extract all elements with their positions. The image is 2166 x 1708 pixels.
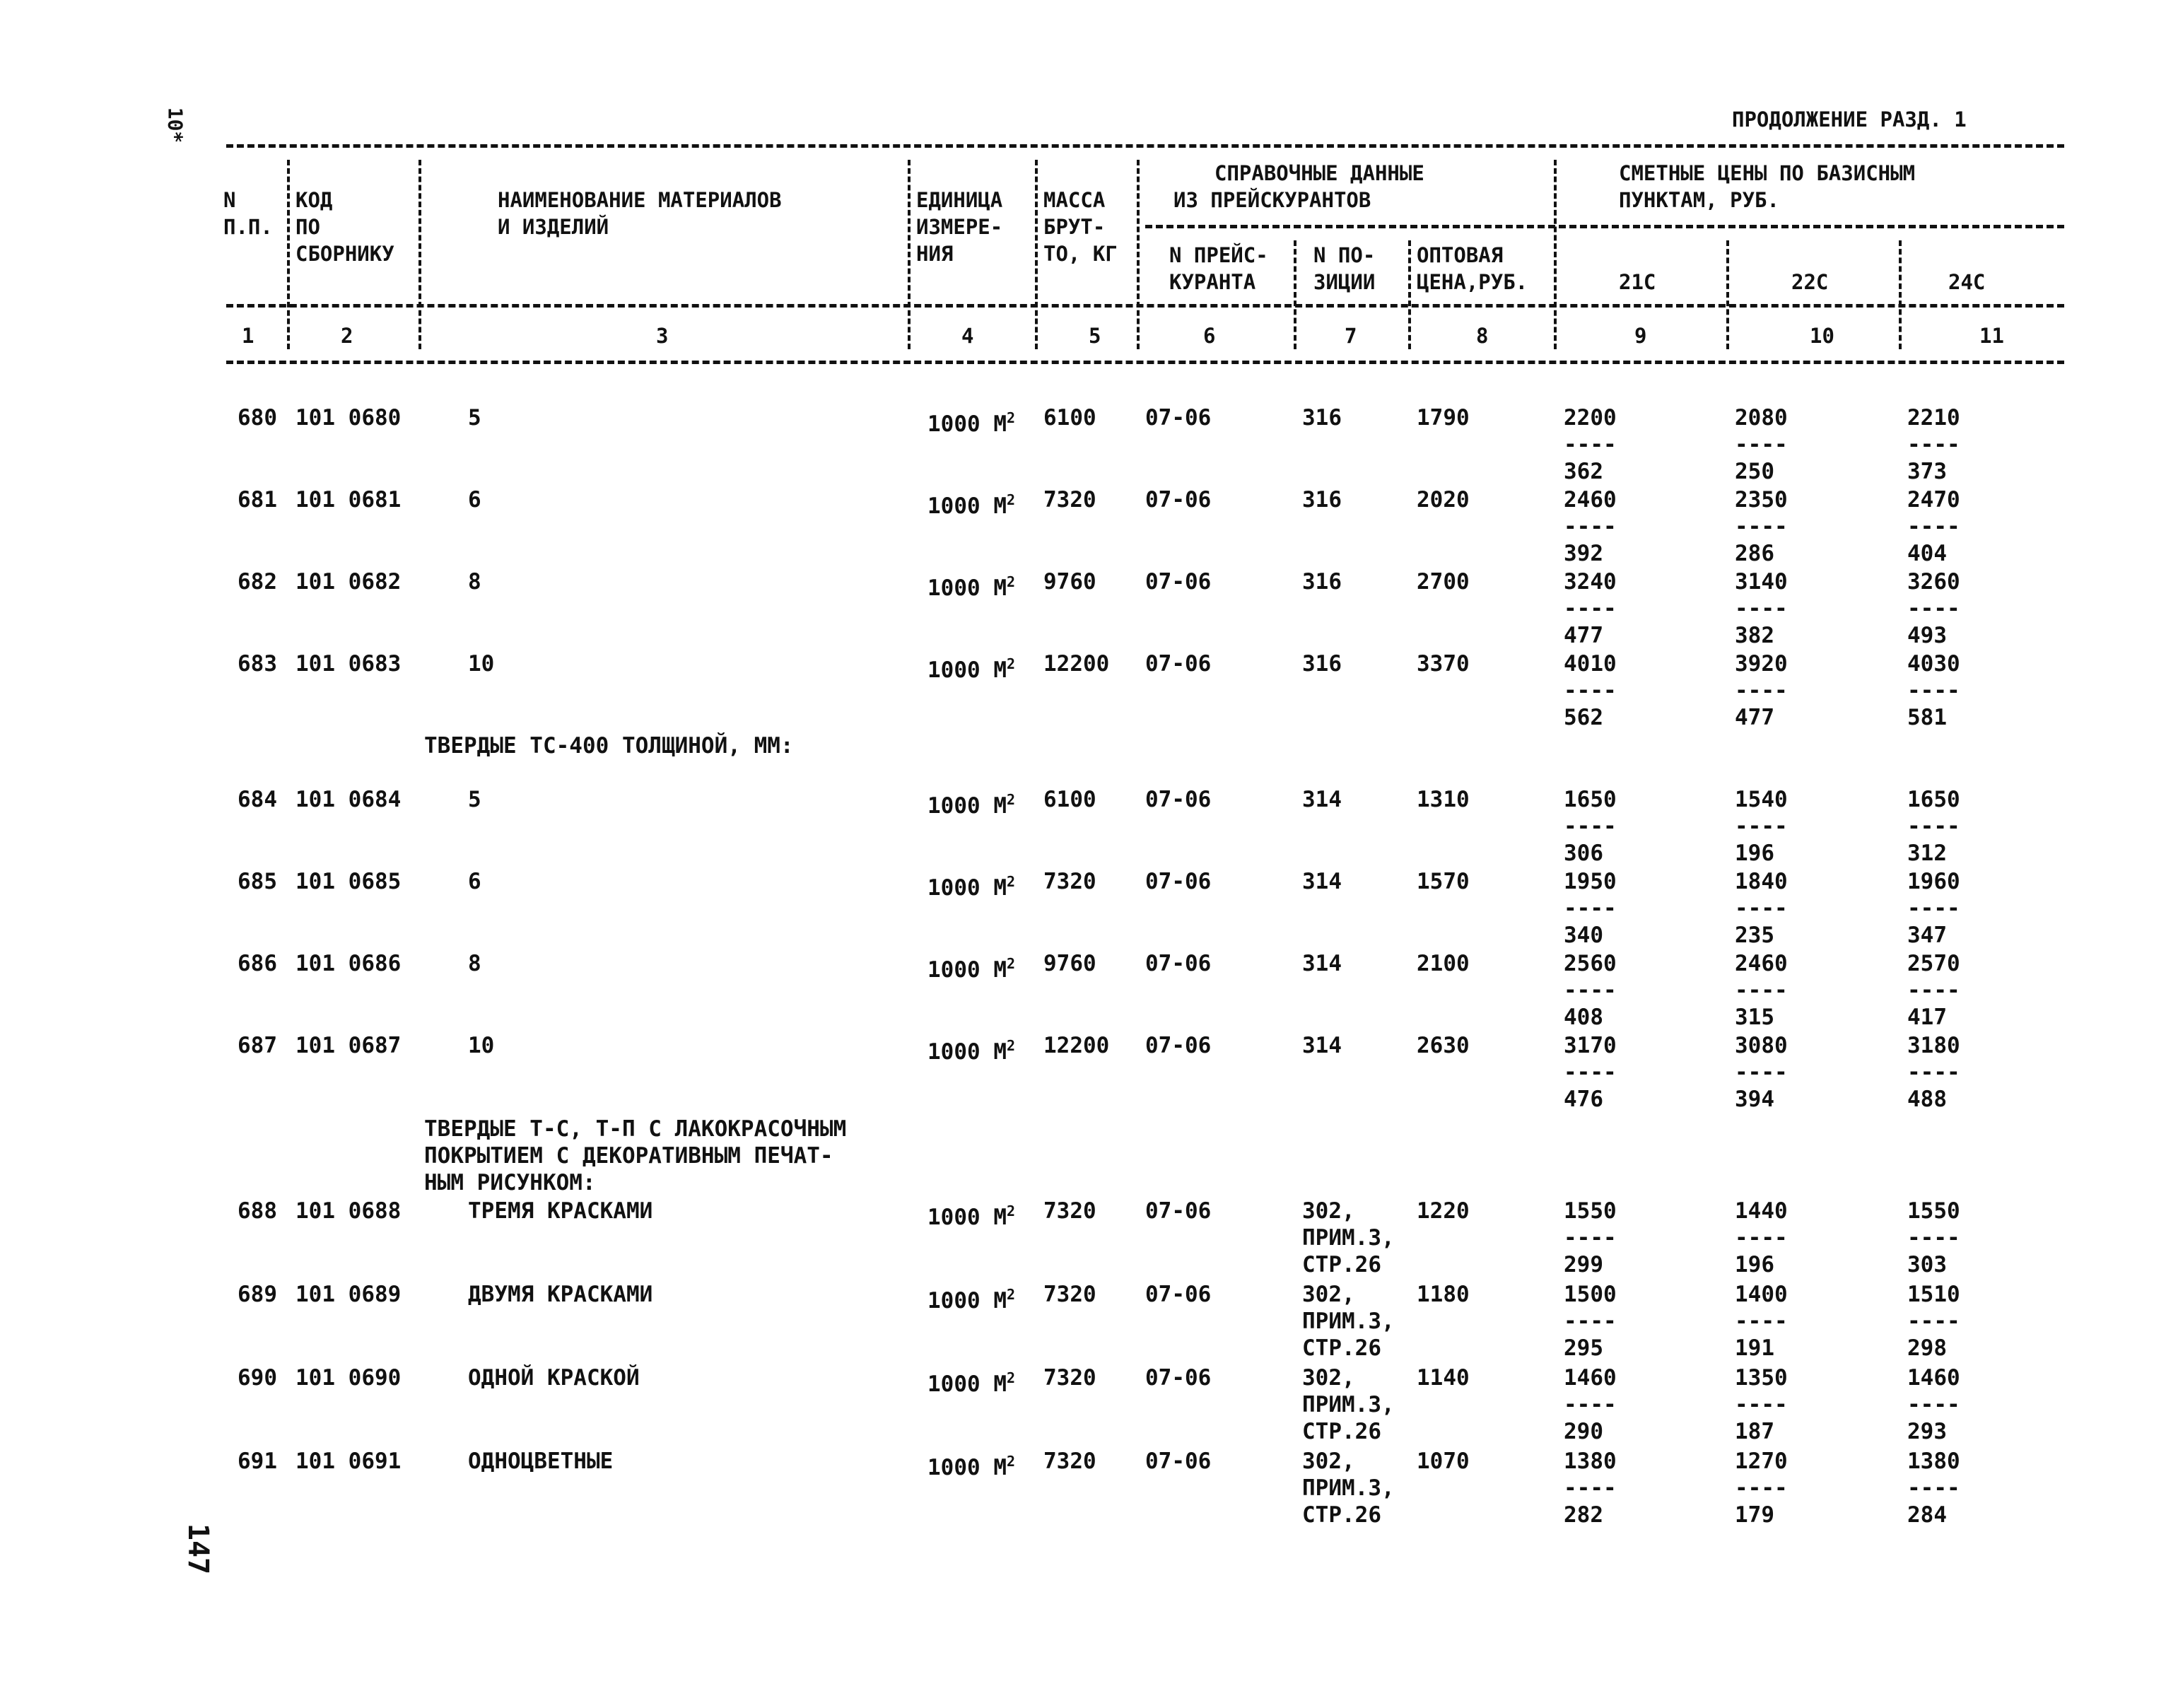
row-price-c24-bottom: 303: [1907, 1252, 1947, 1277]
row-mass: 12200: [1043, 1033, 1110, 1058]
row-wholesale-price: 2020: [1417, 487, 1470, 513]
row-name: ДВУМЯ КРАСКАМИ: [468, 1282, 653, 1307]
vsep-7: [1408, 240, 1411, 349]
row-price-c24-bottom: 298: [1907, 1335, 1947, 1361]
hdr-col4-line3: НИЯ: [916, 242, 954, 266]
row-price-c21-bottom: 282: [1564, 1502, 1603, 1528]
row-price-c22-top: 1840: [1735, 869, 1788, 894]
row-price-c21-top: 1460: [1564, 1365, 1617, 1391]
row-number: 686: [238, 951, 277, 976]
row-name: ОДНОЦВЕТНЫЕ: [468, 1449, 614, 1474]
row-price-c22-top: 1350: [1735, 1365, 1788, 1391]
unit-base: 1000 М: [927, 1371, 1007, 1397]
row-wholesale-price: 2700: [1417, 569, 1470, 595]
row-mass: 7320: [1043, 1365, 1096, 1391]
rule-top: [226, 144, 2064, 148]
row-price-c21-dash: ----: [1564, 1060, 1617, 1085]
row-price-c21-top: 1380: [1564, 1449, 1617, 1474]
row-price-c22-dash: ----: [1735, 1475, 1788, 1501]
row-wholesale-price: 1310: [1417, 787, 1470, 812]
row-price-c24-dash: ----: [1907, 1309, 1960, 1334]
hdr-group-ref-line1: СПРАВОЧНЫЕ ДАННЫЕ: [1214, 161, 1424, 185]
row-price-c21-dash: ----: [1564, 814, 1617, 839]
section-heading-ts400: ТВЕРДЫЕ ТС-400 ТОЛЩИНОЙ, ММ:: [424, 733, 794, 759]
row-price-c22-dash: ----: [1735, 1060, 1788, 1085]
row-pricelist-number: 07-06: [1145, 1282, 1212, 1307]
row-price-c22-top: 3920: [1735, 651, 1788, 677]
row-price-c21-top: 2460: [1564, 487, 1617, 513]
row-price-c24-top: 1460: [1907, 1365, 1960, 1391]
row-number: 684: [238, 787, 277, 812]
row-number: 681: [238, 487, 277, 513]
row-wholesale-price: 1070: [1417, 1449, 1470, 1474]
hdr-col8-line2: ЦЕНА,РУБ.: [1417, 270, 1528, 294]
row-price-c24-dash: ----: [1907, 596, 1960, 621]
section-heading-lacquer-line2: ПОКРЫТИЕМ С ДЕКОРАТИВНЫМ ПЕЧАТ-: [424, 1143, 833, 1169]
row-unit: [927, 786, 1015, 819]
row-wholesale-price: 1140: [1417, 1365, 1470, 1391]
row-unit: [927, 950, 1015, 983]
row-pricelist-number: 07-06: [1145, 787, 1212, 812]
row-unit: [927, 568, 1015, 602]
vsep-3: [908, 160, 911, 349]
row-price-c24-dash: ----: [1907, 1392, 1960, 1417]
row-price-c21-dash: ----: [1564, 1309, 1617, 1334]
row-price-c24-top: 1960: [1907, 869, 1960, 894]
row-price-c24-dash: ----: [1907, 678, 1960, 703]
unit-exponent: 2: [1006, 1453, 1016, 1470]
row-price-c21-top: 1950: [1564, 869, 1617, 894]
row-price-c21-bottom: 477: [1564, 623, 1603, 648]
hdr-col6-line2: КУРАНТА: [1169, 270, 1256, 294]
row-pricelist-number: 07-06: [1145, 1033, 1212, 1058]
hdr-col1-line2: П.П.: [223, 215, 273, 239]
rule-header-bottom: [226, 304, 2064, 308]
row-name: 8: [468, 951, 481, 976]
unit-base: 1000 М: [927, 657, 1007, 683]
hdr-col4-line1: ЕДИНИЦА: [916, 188, 1003, 212]
row-price-c24-dash: ----: [1907, 814, 1960, 839]
row-price-c24-top: 1650: [1907, 787, 1960, 812]
row-price-c24-dash: ----: [1907, 514, 1960, 539]
row-unit: [927, 486, 1015, 520]
row-price-c21-bottom: 340: [1564, 923, 1603, 948]
hdr-col10: 22С: [1791, 270, 1829, 294]
row-code: 101 0687: [295, 1033, 402, 1058]
row-number: 688: [238, 1198, 277, 1224]
row-price-c22-top: 3140: [1735, 569, 1788, 595]
rule-header-mid: [1145, 225, 2064, 228]
row-price-c21-bottom: 299: [1564, 1252, 1603, 1277]
row-price-c21-top: 1650: [1564, 787, 1617, 812]
row-price-c22-dash: ----: [1735, 1309, 1788, 1334]
row-price-c21-top: 3170: [1564, 1033, 1617, 1058]
unit-base: 1000 М: [927, 411, 1007, 437]
row-price-c24-top: 3260: [1907, 569, 1960, 595]
row-position: 316: [1302, 651, 1342, 677]
row-price-c22-bottom: 250: [1735, 459, 1774, 484]
unit-exponent: 2: [1006, 573, 1016, 590]
unit-base: 1000 М: [927, 1039, 1007, 1065]
row-price-c22-dash: ----: [1735, 978, 1788, 1003]
row-price-c21-bottom: 290: [1564, 1419, 1603, 1444]
row-price-c21-dash: ----: [1564, 1475, 1617, 1501]
row-price-c21-top: 1500: [1564, 1282, 1617, 1307]
row-price-c21-bottom: 392: [1564, 541, 1603, 566]
row-position: СТР.26: [1302, 1419, 1381, 1444]
row-code: 101 0686: [295, 951, 402, 976]
row-price-c21-top: 1550: [1564, 1198, 1617, 1224]
row-position: СТР.26: [1302, 1252, 1381, 1277]
row-wholesale-price: 1790: [1417, 405, 1470, 431]
col-number-3: 3: [656, 324, 669, 348]
row-number: 689: [238, 1282, 277, 1307]
row-price-c22-top: 1540: [1735, 787, 1788, 812]
row-number: 683: [238, 651, 277, 677]
row-wholesale-price: 1180: [1417, 1282, 1470, 1307]
row-price-c22-dash: ----: [1735, 1225, 1788, 1251]
row-price-c22-bottom: 196: [1735, 1252, 1774, 1277]
hdr-col2-line2: ПО: [295, 215, 320, 239]
row-price-c24-bottom: 581: [1907, 705, 1947, 730]
row-number: 680: [238, 405, 277, 431]
hdr-col6-line1: N ПРЕЙС-: [1169, 243, 1268, 267]
unit-base: 1000 М: [927, 875, 1007, 901]
hdr-col7-line1: N ПО-: [1313, 243, 1376, 267]
row-price-c24-dash: ----: [1907, 1225, 1960, 1251]
row-mass: 12200: [1043, 651, 1110, 677]
row-pricelist-number: 07-06: [1145, 651, 1212, 677]
row-position: 302,: [1302, 1449, 1355, 1474]
unit-exponent: 2: [1006, 1286, 1016, 1303]
hdr-col3-line2: И ИЗДЕЛИЙ: [498, 215, 609, 239]
hdr-col9: 21С: [1619, 270, 1656, 294]
row-wholesale-price: 2100: [1417, 951, 1470, 976]
unit-base: 1000 М: [927, 493, 1007, 519]
row-price-c24-dash: ----: [1907, 432, 1960, 457]
col-number-7: 7: [1345, 324, 1357, 348]
row-position: ПРИМ.3,: [1302, 1225, 1395, 1251]
row-price-c24-bottom: 404: [1907, 541, 1947, 566]
col-number-5: 5: [1089, 324, 1101, 348]
row-pricelist-number: 07-06: [1145, 569, 1212, 595]
hdr-group-ref-line2: ИЗ ПРЕЙСКУРАНТОВ: [1173, 188, 1371, 212]
row-code: 101 0691: [295, 1449, 402, 1474]
hdr-col5-line3: ТО, КГ: [1043, 242, 1118, 266]
row-wholesale-price: 1570: [1417, 869, 1470, 894]
row-price-c22-bottom: 394: [1735, 1087, 1774, 1112]
unit-base: 1000 М: [927, 1455, 1007, 1480]
row-mass: 7320: [1043, 869, 1096, 894]
row-price-c21-dash: ----: [1564, 1392, 1617, 1417]
row-price-c22-bottom: 179: [1735, 1502, 1774, 1528]
row-position: 314: [1302, 869, 1342, 894]
vsep-5: [1137, 160, 1140, 349]
row-mass: 7320: [1043, 487, 1096, 513]
row-code: 101 0680: [295, 405, 402, 431]
row-price-c22-bottom: 477: [1735, 705, 1774, 730]
unit-exponent: 2: [1006, 1037, 1016, 1054]
row-position: 314: [1302, 787, 1342, 812]
col-number-10: 10: [1810, 324, 1834, 348]
row-position: 316: [1302, 487, 1342, 513]
row-price-c24-top: 3180: [1907, 1033, 1960, 1058]
row-position: 314: [1302, 1033, 1342, 1058]
vsep-8: [1554, 160, 1557, 349]
row-price-c24-top: 2570: [1907, 951, 1960, 976]
hdr-col8-line1: ОПТОВАЯ: [1417, 243, 1504, 267]
vsep-4: [1035, 160, 1038, 349]
row-price-c21-dash: ----: [1564, 978, 1617, 1003]
row-position: 314: [1302, 951, 1342, 976]
row-position: ПРИМ.3,: [1302, 1392, 1395, 1417]
unit-base: 1000 М: [927, 575, 1007, 601]
row-position: СТР.26: [1302, 1502, 1381, 1528]
col-number-6: 6: [1203, 324, 1216, 348]
row-mass: 6100: [1043, 787, 1096, 812]
unit-exponent: 2: [1006, 873, 1016, 890]
row-position: 302,: [1302, 1198, 1355, 1224]
row-name: 6: [468, 869, 481, 894]
row-price-c24-bottom: 373: [1907, 459, 1947, 484]
row-pricelist-number: 07-06: [1145, 405, 1212, 431]
col-number-9: 9: [1634, 324, 1647, 348]
col-number-4: 4: [961, 324, 974, 348]
hdr-col4-line2: ИЗМЕРЕ-: [916, 215, 1003, 239]
row-number: 690: [238, 1365, 277, 1391]
row-price-c24-top: 1380: [1907, 1449, 1960, 1474]
unit-base: 1000 М: [927, 1205, 1007, 1230]
row-price-c24-top: 4030: [1907, 651, 1960, 677]
row-price-c22-bottom: 191: [1735, 1335, 1774, 1361]
row-price-c24-dash: ----: [1907, 1475, 1960, 1501]
row-price-c24-bottom: 284: [1907, 1502, 1947, 1528]
row-price-c21-top: 2200: [1564, 405, 1617, 431]
unit-exponent: 2: [1006, 1369, 1016, 1386]
row-mass: 7320: [1043, 1282, 1096, 1307]
row-mass: 9760: [1043, 951, 1096, 976]
row-price-c22-dash: ----: [1735, 596, 1788, 621]
section-heading-lacquer-line1: ТВЕРДЫЕ Т-С, Т-П С ЛАКОКРАСОЧНЫМ: [424, 1116, 847, 1142]
row-price-c24-bottom: 312: [1907, 841, 1947, 866]
row-price-c22-top: 1400: [1735, 1282, 1788, 1307]
vsep-10: [1899, 240, 1902, 349]
row-price-c22-top: 2460: [1735, 951, 1788, 976]
row-price-c21-dash: ----: [1564, 678, 1617, 703]
row-price-c22-dash: ----: [1735, 514, 1788, 539]
hdr-col2-line3: СБОРНИКУ: [295, 242, 394, 266]
unit-base: 1000 М: [927, 957, 1007, 983]
row-price-c24-dash: ----: [1907, 1060, 1960, 1085]
row-price-c22-bottom: 315: [1735, 1005, 1774, 1030]
vsep-1: [287, 160, 290, 349]
row-price-c21-top: 2560: [1564, 951, 1617, 976]
row-mass: 9760: [1043, 569, 1096, 595]
row-price-c22-top: 2080: [1735, 405, 1788, 431]
row-price-c21-bottom: 408: [1564, 1005, 1603, 1030]
hdr-col7-line2: ЗИЦИИ: [1313, 270, 1376, 294]
row-price-c21-bottom: 306: [1564, 841, 1603, 866]
row-name: 10: [468, 1033, 495, 1058]
row-code: 101 0689: [295, 1282, 402, 1307]
row-price-c22-top: 1440: [1735, 1198, 1788, 1224]
row-code: 101 0685: [295, 869, 402, 894]
row-price-c24-bottom: 417: [1907, 1005, 1947, 1030]
row-code: 101 0682: [295, 569, 402, 595]
unit-exponent: 2: [1006, 491, 1016, 508]
unit-base: 1000 М: [927, 1288, 1007, 1314]
row-price-c22-top: 2350: [1735, 487, 1788, 513]
margin-mark: 10*: [163, 107, 187, 144]
unit-exponent: 2: [1006, 791, 1016, 808]
row-price-c22-bottom: 382: [1735, 623, 1774, 648]
row-price-c24-bottom: 347: [1907, 923, 1947, 948]
row-unit: [927, 650, 1015, 684]
row-price-c21-dash: ----: [1564, 514, 1617, 539]
rule-numbers-bottom: [226, 361, 2064, 364]
unit-exponent: 2: [1006, 655, 1016, 672]
hdr-col3-line1: НАИМЕНОВАНИЕ МАТЕРИАЛОВ: [498, 188, 782, 212]
hdr-col5-line1: МАССА: [1043, 188, 1106, 212]
row-unit: [927, 404, 1015, 438]
row-wholesale-price: 2630: [1417, 1033, 1470, 1058]
row-unit: [927, 1281, 1015, 1314]
row-position: 316: [1302, 569, 1342, 595]
col-number-1: 1: [242, 324, 254, 348]
row-price-c21-bottom: 362: [1564, 459, 1603, 484]
row-price-c22-top: 1270: [1735, 1449, 1788, 1474]
row-price-c24-top: 1550: [1907, 1198, 1960, 1224]
hdr-col1-line1: N: [223, 188, 236, 212]
row-name: 6: [468, 487, 481, 513]
row-pricelist-number: 07-06: [1145, 1449, 1212, 1474]
row-price-c21-dash: ----: [1564, 896, 1617, 921]
row-position: СТР.26: [1302, 1335, 1381, 1361]
row-mass: 7320: [1043, 1198, 1096, 1224]
row-price-c22-dash: ----: [1735, 1392, 1788, 1417]
row-unit: [927, 1364, 1015, 1398]
page-number: 147: [182, 1523, 215, 1575]
row-pricelist-number: 07-06: [1145, 951, 1212, 976]
row-name: 5: [468, 787, 481, 812]
row-price-c22-bottom: 187: [1735, 1419, 1774, 1444]
row-pricelist-number: 07-06: [1145, 1198, 1212, 1224]
unit-exponent: 2: [1006, 955, 1016, 972]
col-number-8: 8: [1476, 324, 1489, 348]
row-pricelist-number: 07-06: [1145, 1365, 1212, 1391]
row-code: 101 0688: [295, 1198, 402, 1224]
row-price-c21-dash: ----: [1564, 432, 1617, 457]
row-number: 691: [238, 1449, 277, 1474]
row-number: 685: [238, 869, 277, 894]
row-unit: [927, 1198, 1015, 1231]
hdr-col2-line1: КОД: [295, 188, 333, 212]
vsep-2: [418, 160, 421, 349]
unit-exponent: 2: [1006, 409, 1016, 426]
row-price-c22-dash: ----: [1735, 432, 1788, 457]
row-position: 302,: [1302, 1282, 1355, 1307]
row-number: 687: [238, 1033, 277, 1058]
row-price-c24-dash: ----: [1907, 978, 1960, 1003]
row-name: ОДНОЙ КРАСКОЙ: [468, 1365, 640, 1391]
row-wholesale-price: 3370: [1417, 651, 1470, 677]
row-code: 101 0681: [295, 487, 402, 513]
row-price-c24-top: 2210: [1907, 405, 1960, 431]
row-unit: [927, 868, 1015, 901]
unit-base: 1000 М: [927, 793, 1007, 819]
row-price-c21-bottom: 476: [1564, 1087, 1603, 1112]
hdr-col5-line2: БРУТ-: [1043, 215, 1106, 239]
row-name: ТРЕМЯ КРАСКАМИ: [468, 1198, 653, 1224]
vsep-6: [1294, 240, 1296, 349]
row-code: 101 0684: [295, 787, 402, 812]
row-name: 8: [468, 569, 481, 595]
row-price-c21-top: 3240: [1564, 569, 1617, 595]
section-heading-lacquer-line3: НЫМ РИСУНКОМ:: [424, 1170, 596, 1195]
row-price-c21-bottom: 295: [1564, 1335, 1603, 1361]
row-price-c24-bottom: 488: [1907, 1087, 1947, 1112]
row-wholesale-price: 1220: [1417, 1198, 1470, 1224]
row-name: 10: [468, 651, 495, 677]
row-price-c24-bottom: 293: [1907, 1419, 1947, 1444]
row-price-c22-bottom: 235: [1735, 923, 1774, 948]
row-price-c22-bottom: 286: [1735, 541, 1774, 566]
row-pricelist-number: 07-06: [1145, 869, 1212, 894]
hdr-col11: 24С: [1948, 270, 1986, 294]
row-code: 101 0683: [295, 651, 402, 677]
row-price-c24-bottom: 493: [1907, 623, 1947, 648]
row-price-c21-top: 4010: [1564, 651, 1617, 677]
row-number: 682: [238, 569, 277, 595]
row-position: 302,: [1302, 1365, 1355, 1391]
hdr-group-prices-line1: СМЕТНЫЕ ЦЕНЫ ПО БАЗИСНЫМ: [1619, 161, 1916, 185]
row-position: ПРИМ.3,: [1302, 1475, 1395, 1501]
row-price-c22-dash: ----: [1735, 896, 1788, 921]
row-position: ПРИМ.3,: [1302, 1309, 1395, 1334]
row-price-c21-bottom: 562: [1564, 705, 1603, 730]
row-price-c22-top: 3080: [1735, 1033, 1788, 1058]
row-unit: [927, 1032, 1015, 1065]
col-number-2: 2: [341, 324, 353, 348]
row-price-c21-dash: ----: [1564, 596, 1617, 621]
vsep-9: [1726, 240, 1729, 349]
row-price-c24-dash: ----: [1907, 896, 1960, 921]
hdr-group-prices-line2: ПУНКТАМ, РУБ.: [1619, 188, 1779, 212]
col-number-11: 11: [1979, 324, 2004, 348]
unit-exponent: 2: [1006, 1203, 1016, 1219]
row-position: 316: [1302, 405, 1342, 431]
row-unit: [927, 1448, 1015, 1481]
row-price-c22-dash: ----: [1735, 814, 1788, 839]
row-pricelist-number: 07-06: [1145, 487, 1212, 513]
row-price-c24-top: 2470: [1907, 487, 1960, 513]
row-mass: 7320: [1043, 1449, 1096, 1474]
row-name: 5: [468, 405, 481, 431]
row-code: 101 0690: [295, 1365, 402, 1391]
row-price-c24-top: 1510: [1907, 1282, 1960, 1307]
row-mass: 6100: [1043, 405, 1096, 431]
row-price-c21-dash: ----: [1564, 1225, 1617, 1251]
row-price-c22-bottom: 196: [1735, 841, 1774, 866]
row-price-c22-dash: ----: [1735, 678, 1788, 703]
continuation-label: ПРОДОЛЖЕНИЕ РАЗД. 1: [1732, 107, 1967, 131]
